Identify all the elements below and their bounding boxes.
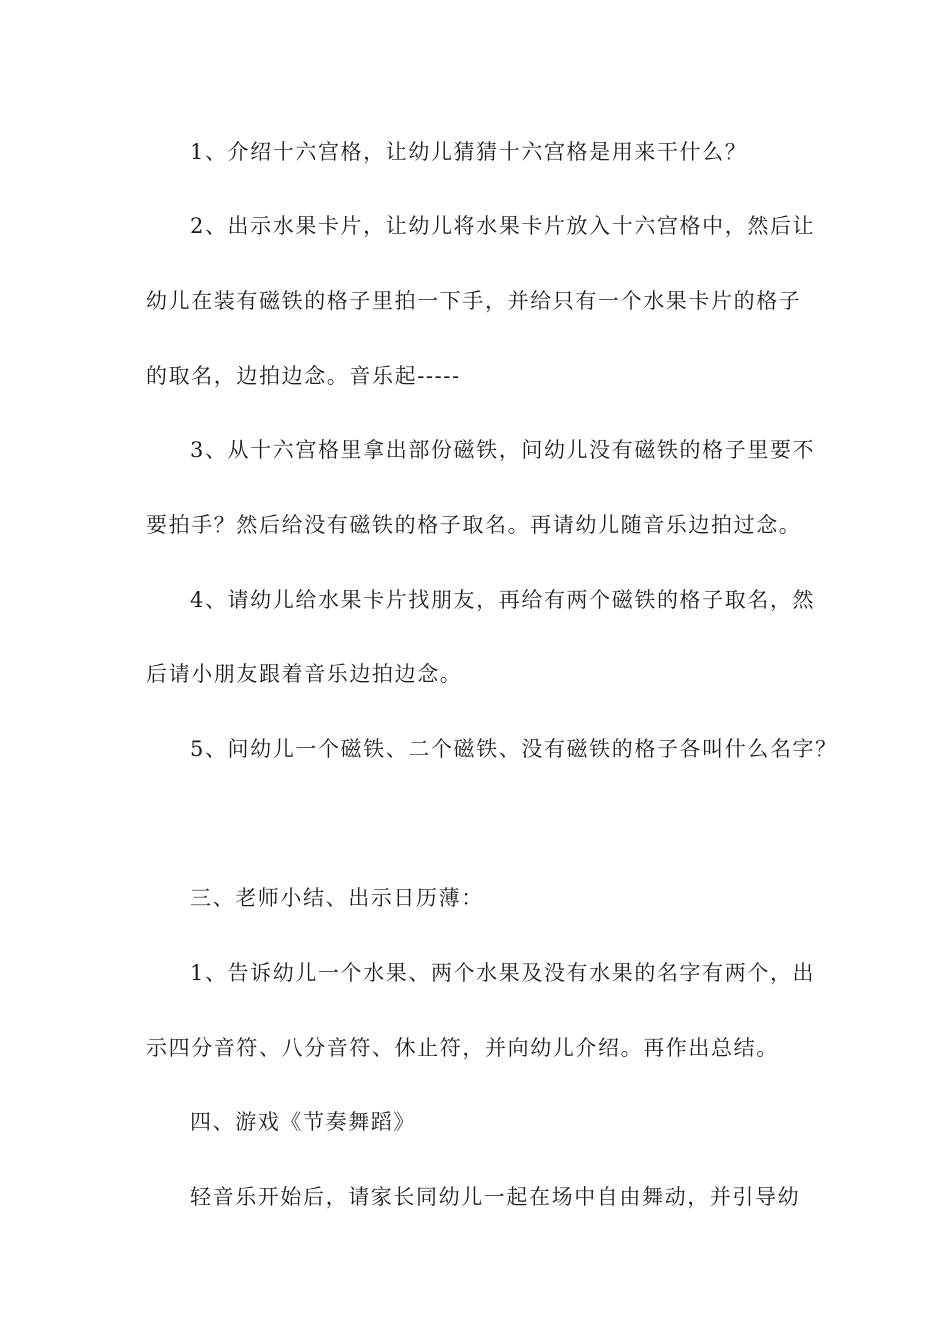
paragraph-line: 3、从十六宫格里拿出部份磁铁，问幼儿没有磁铁的格子里要不 <box>190 438 816 462</box>
section-heading: 三、老师小结、出示日历薄： <box>190 886 484 910</box>
paragraph-line: 的取名，边拍边念。音乐起----- <box>146 364 461 388</box>
paragraph-line: 示四分音符、八分音符、休止符，并向幼儿介绍。再作出总结。 <box>146 1036 779 1060</box>
paragraph-line: 要拍手？然后给没有磁铁的格子取名。再请幼儿随音乐边拍过念。 <box>146 513 802 537</box>
paragraph-line: 4、请幼儿给水果卡片找朋友，再给有两个磁铁的格子取名，然 <box>190 588 816 612</box>
paragraph-line: 1、介绍十六宫格，让幼儿猜猜十六宫格是用来干什么？ <box>190 140 748 164</box>
paragraph-line: 2、出示水果卡片，让幼儿将水果卡片放入十六宫格中，然后让 <box>190 214 816 238</box>
paragraph-line: 1、告诉幼儿一个水果、两个水果及没有水果的名字有两个，出 <box>190 961 816 985</box>
paragraph-line: 轻音乐开始后，请家长同幼儿一起在场中自由舞动，并引导幼 <box>190 1185 801 1209</box>
paragraph-line: 后请小朋友跟着音乐边拍边念。 <box>146 662 463 686</box>
section-heading: 四、游戏《节奏舞蹈》 <box>190 1110 416 1134</box>
paragraph-line: 5、问幼儿一个磁铁、二个磁铁、没有磁铁的格子各叫什么名字？ <box>190 737 838 761</box>
paragraph-line: 幼儿在装有磁铁的格子里拍一下手，并给只有一个水果卡片的格子 <box>146 289 802 313</box>
